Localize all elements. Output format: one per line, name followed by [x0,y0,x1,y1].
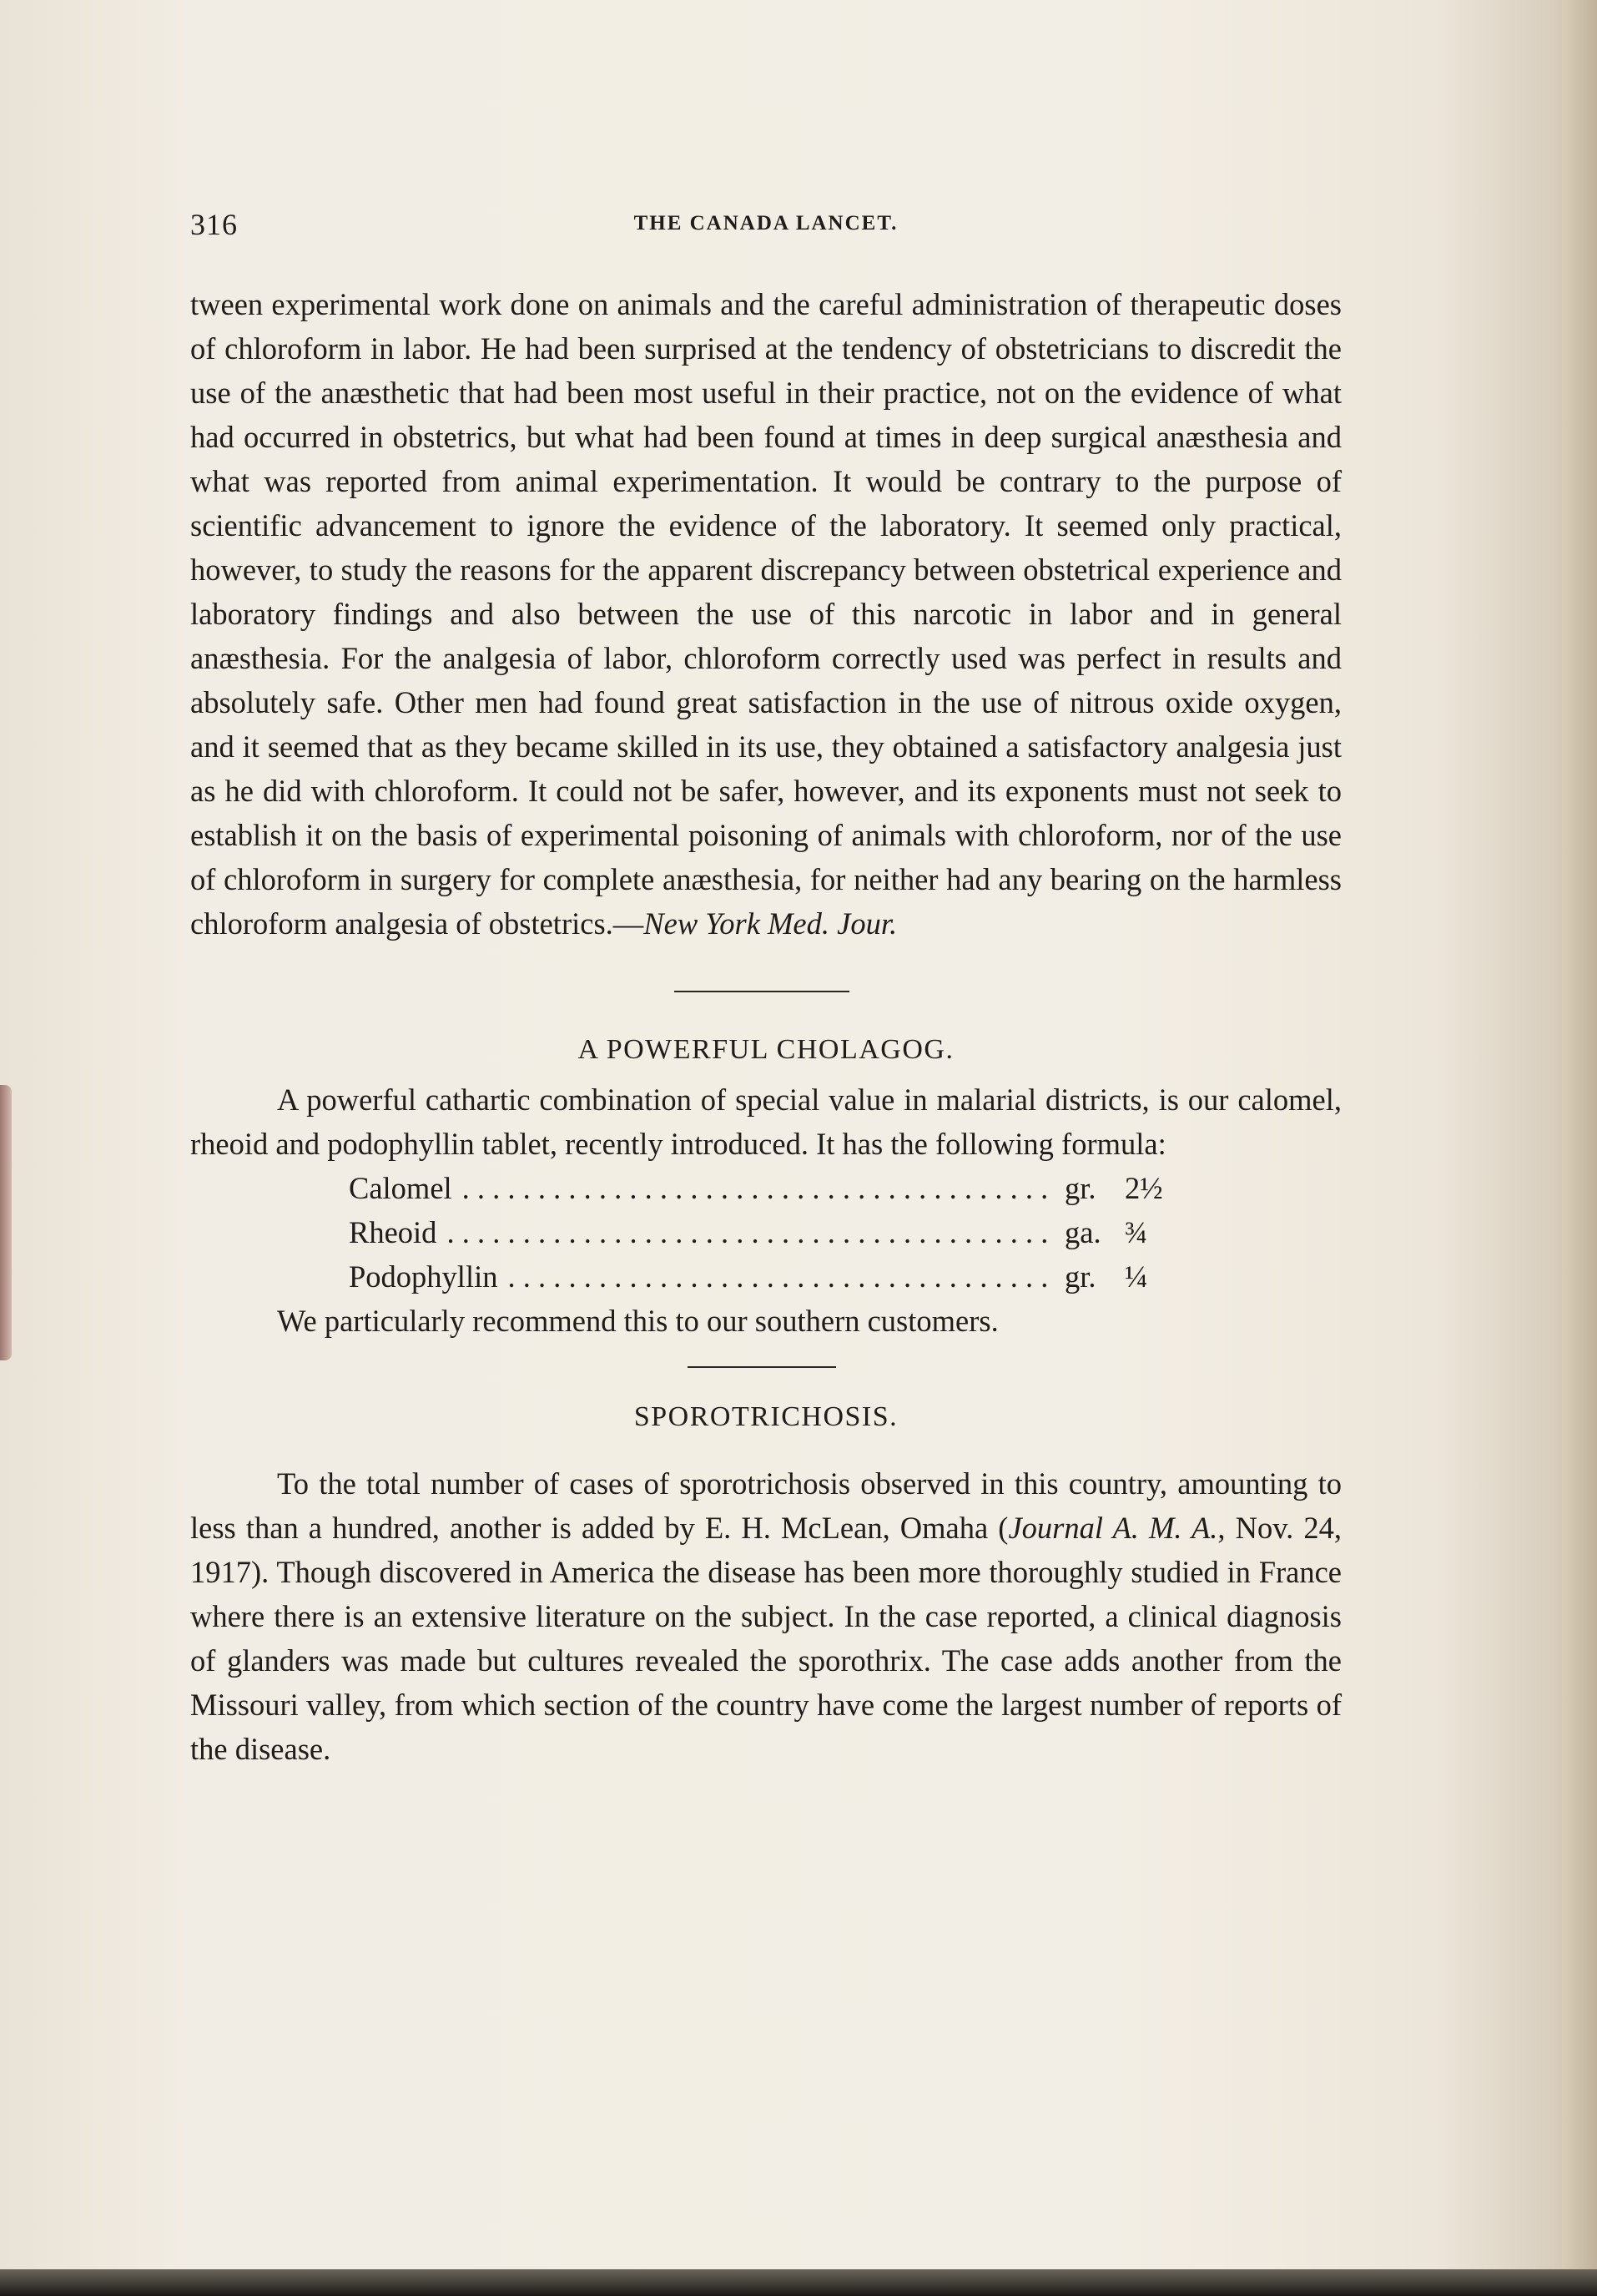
page-edge-stain [0,1085,12,1360]
ingredient-quantity: ¼ [1125,1259,1148,1294]
ingredient-name: Rheoid [349,1215,437,1249]
page-gutter-edge [1562,0,1597,2296]
ingredient-unit: ga. [1065,1215,1101,1249]
formula-row [349,1210,1191,1254]
sporotrichosis-paragraph [190,1461,1342,1771]
ingredient-quantity: 2½ [1125,1171,1163,1205]
leader-dots [462,1166,1055,1210]
paragraph-text: tween experimental work done on animals and the careful administration of therapeutic doses of chloroform in labor. He had been surprised at the tendency of obstetricians to discredit the use of the anæsthetic that had been most useful in their practice, not on the evidence of what had occurred in obstetrics, but what had been found at times in deep surgical anæsthesia and what was reported from animal experimentation. It would be contrary to the purpose of scientific advancement to ignore the evidence of the laboratory. It seemed only practical, however, to study the reasons for the apparent discrepancy between obstetrical experience and laboratory findings and also between the use of this narcotic in labor and in general anæsthesia. For the analgesia of labor, chloroform correctly used was perfect in results and absolutely safe. Other men had found great satisfaction in the use of nitrous oxide oxygen, and it seemed that as they became skilled in its use, they obtained a satisfactory analgesia just as he did with chloroform. It could not be safer, however, and its exponents must not seek to establish it on the basis of experimental poisoning of animals with chloroform, nor of the use of chloroform in surgery for complete anæsthesia, for neither had any bearing on the harmless chloroform analgesia of obstetrics.— [190,287,1342,941]
paragraph-text: , Nov. 24, 1917). Though discovered in America the disease has been more thoroughly studied in France where there is an extensive literature on the subject. In the case reported, a clinical diagnosis of glanders was made but cultures revealed the sporothrix. The case adds another from the Missouri valley, from which section of the country have come the largest number of reports of the disease. [190,1511,1342,1766]
cholagog-intro: A powerful cathartic combination of special value in malarial districts, is our calomel, rheoid and podophyllin tablet, recently introduced. It has the following formula: [190,1082,1342,1161]
formula-list [349,1166,1191,1299]
continuation-paragraph [190,282,1342,946]
section-heading-sporotrichosis: SPOROTRICHOSIS. [633,1401,899,1432]
journal-title: THE CANADA LANCET. [633,212,899,235]
journal-citation: Journal A. M. A. [1008,1511,1218,1545]
formula-row [349,1166,1191,1210]
ingredient-quantity: ¾ [1125,1215,1148,1249]
formula-row [349,1254,1191,1299]
section-heading-cholagog: A POWERFUL CHOLAGOG. [577,1034,955,1065]
ingredient-unit: gr. [1065,1171,1096,1205]
scan-bottom-edge [0,2269,1597,2296]
running-head [190,200,1342,250]
paragraph-text: To the total number of cases of sporotrichosis observed in this country, amounting to less than a hundred, another is added by E. H. McLean, Omaha ( [190,1466,1342,1545]
ingredient-unit: gr. [1065,1259,1096,1294]
cholagog-closing: We particularly recommend this to our southern customers. [277,1304,999,1338]
ingredient-name: Calomel [349,1171,452,1205]
leader-dots [446,1210,1055,1254]
ingredient-name: Podophyllin [349,1259,498,1294]
leader-dots [507,1254,1055,1299]
source-citation: New York Med. Jour. [643,906,898,941]
page-content [190,200,1342,1771]
page-number: 316 [190,208,238,241]
